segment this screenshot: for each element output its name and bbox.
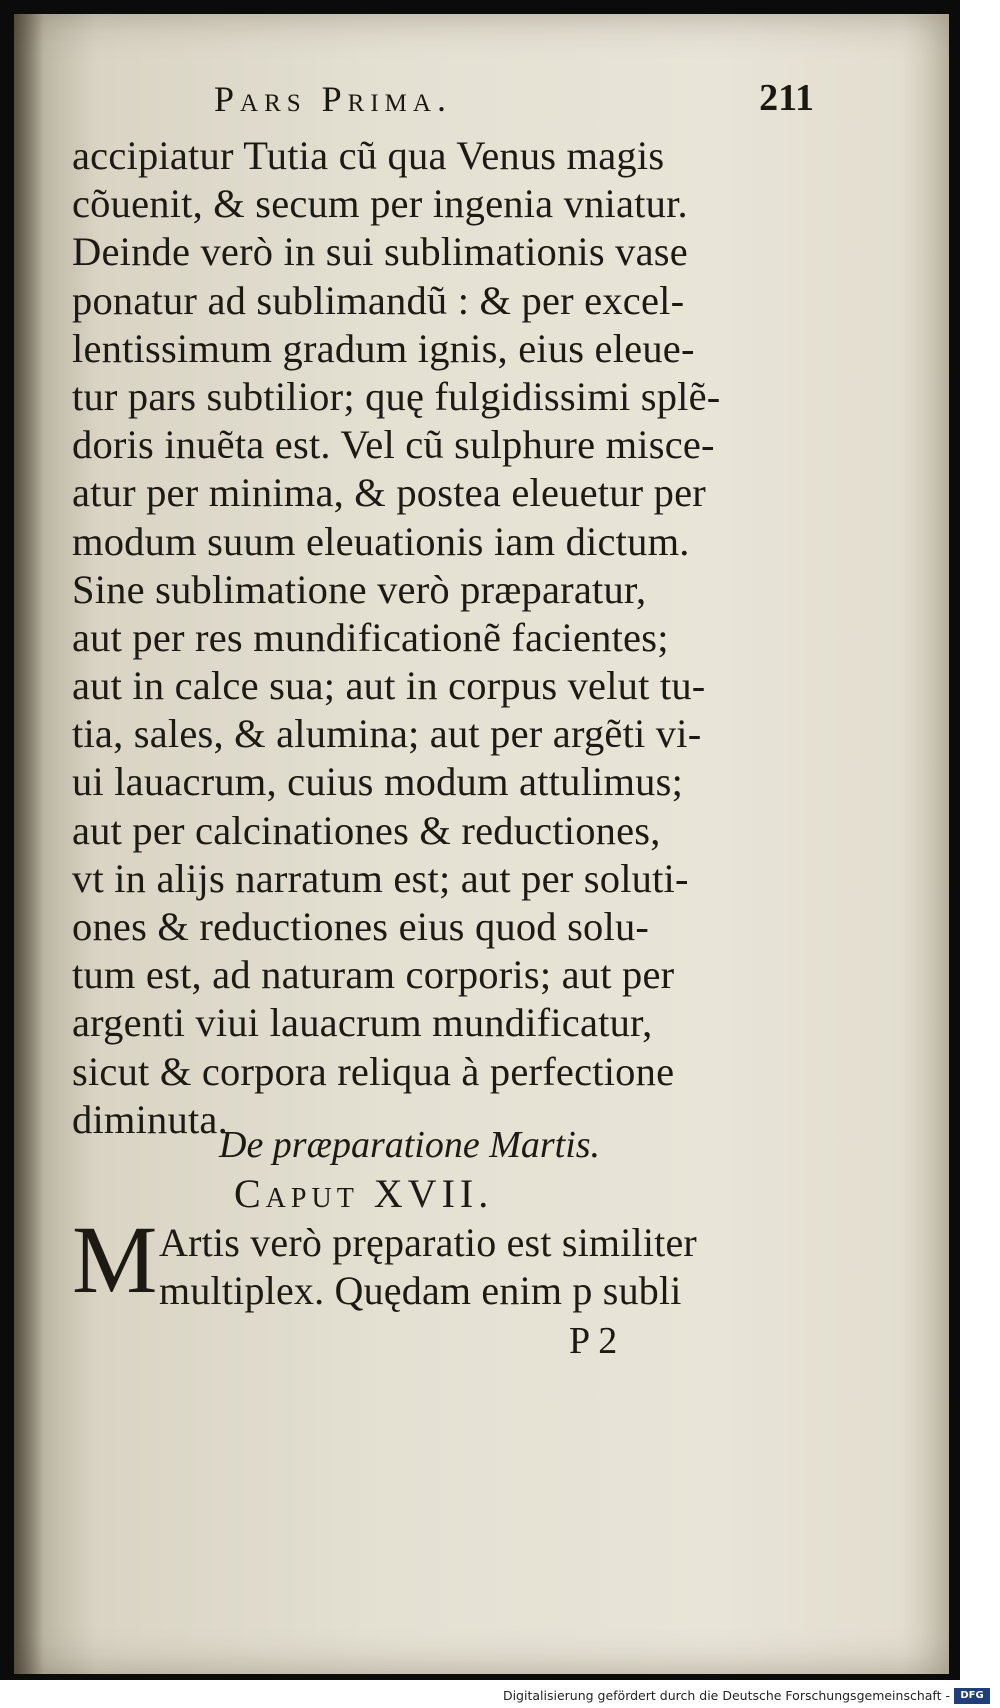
funding-credit: Digitalisierung gefördert durch die Deutsche Forschungsgemeinschaft -	[502, 1688, 950, 1703]
text-line: argenti viui lauacrum mundificatur,	[72, 1000, 653, 1046]
text-line: aut in calce sua; aut in corpus velut tu-	[72, 663, 706, 709]
text-line: multiplex. Quędam enim p subli	[159, 1268, 682, 1314]
running-head	[214, 74, 814, 124]
text-line: aut per res mundificationẽ facientes;	[72, 614, 669, 660]
text-line: aut per calcinationes & reductiones,	[72, 807, 661, 853]
chapter-text	[159, 1219, 779, 1315]
running-head-title: Pars Prima.	[214, 79, 452, 119]
text-line: sicut & corpora reliqua à perfectione	[72, 1048, 675, 1094]
text-line: diminuta.	[72, 1096, 228, 1142]
dfg-logo: DFG	[954, 1688, 990, 1704]
drop-cap: M	[72, 1206, 158, 1313]
text-line: Deinde verò in sui sublimationis vase	[72, 229, 688, 275]
text-line: Sine sublimatione verò præparatur,	[72, 566, 647, 612]
text-line: atur per minima, & postea eleuetur per	[72, 470, 706, 516]
page-number: 211	[759, 77, 814, 119]
text-line: lentissimum gradum ignis, eius eleue-	[72, 325, 695, 371]
text-line: ponatur ad sublimandũ : & per excel-	[72, 277, 685, 323]
body-text	[72, 132, 772, 1144]
text-line: vt in alijs narratum est; aut per soluti-	[72, 855, 689, 901]
chapter-heading: Caput XVII.	[234, 1171, 494, 1216]
text-line: doris inuẽta est. Vel cũ sulphure misce-	[72, 422, 715, 468]
text-line: ui lauacrum, cuius modum attulimus;	[72, 759, 684, 805]
book-page	[14, 14, 949, 1674]
binding-shadow	[14, 14, 44, 1674]
footer-bar	[0, 1686, 1000, 1708]
signature-mark: P 2	[569, 1320, 618, 1362]
text-line: tur pars subtilior; quę fulgidissimi splẽ-	[72, 373, 721, 419]
text-line: tia, sales, & alumina; aut per argẽti vi-	[72, 711, 702, 757]
text-line: tum est, ad naturam corporis; aut per	[72, 952, 675, 998]
text-line: cõuenit, & secum per ingenia vniatur.	[72, 181, 688, 227]
text-line: modum suum eleuationis iam dictum.	[72, 518, 690, 564]
text-line: ones & reductiones eius quod solu-	[72, 904, 650, 949]
section-title: De præparatione Martis.	[219, 1124, 601, 1166]
text-line: Artis verò pręparatio est similiter	[159, 1220, 697, 1265]
text-line: accipiatur Tutia cũ qua Venus magis	[72, 133, 665, 178]
